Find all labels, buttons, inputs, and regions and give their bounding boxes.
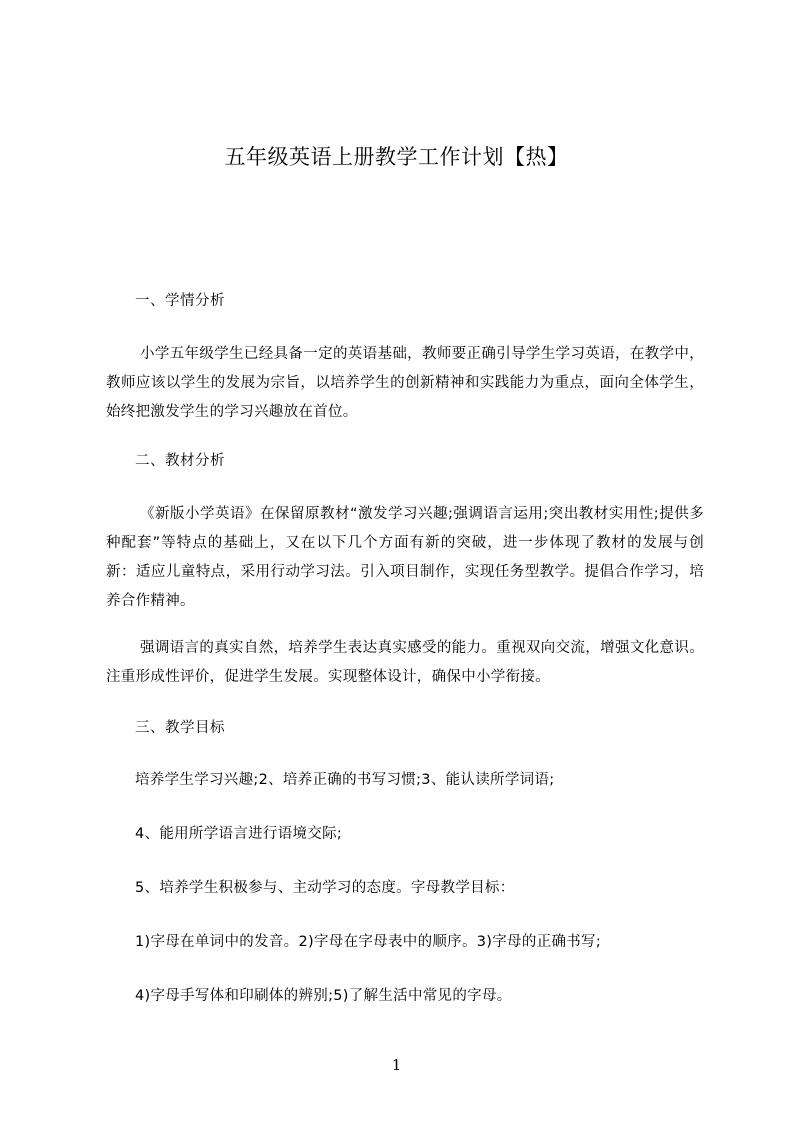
paragraph-textbook-analysis: 《新版小学英语》在保留原教材“激发学习兴趣;强调语言运用;突出教材实用性;提供多种配套”等特点的基础上，又在以下几个方面有新的突破，进一步体现了教材的发展与创新：适应儿童特点，采用行动学习法。引入项目制作，实现任务型教学。提倡合作学习，培养合作精神。 [106,506,704,609]
paragraph-textbook-features: 强调语言的真实自然，培养学生表达真实感受的能力。重视双向交流，增强文化意识。注重形成性评价，促进学生发展。实现整体设计，确保中小学衔接。 [106,640,704,685]
paragraph-student-analysis: 小学五年级学生已经具备一定的英语基础，教师要正确引导学生学习英语，在教学中，教师应该以学生的发展为宗旨，以培养学生的创新精神和实践能力为重点，面向全体学生，始终把激发学生的学习兴趣放在首位。 [106,346,704,420]
goal-line-1: 培养学生学习兴趣;2、培养正确的书写习惯;3、能认读所学词语; [135,772,555,788]
document-title: 五年级英语上册教学工作计划【热】 [224,145,569,169]
goal-line-4: 1)字母在单词中的发音。2)字母在字母表中的顺序。3)字母的正确书写; [135,934,602,950]
section-heading-analysis: 一、学情分析 [135,293,225,309]
section-heading-goals: 三、教学目标 [135,720,225,736]
section-heading-textbook: 二、教材分析 [135,453,225,469]
page-number: 1 [391,1056,402,1074]
goal-line-2: 4、能用所学语言进行语境交际; [135,826,343,842]
goal-line-3: 5、培养学生积极参与、主动学习的态度。字母教学目标： [135,880,515,896]
goal-line-5: 4)字母手写体和印刷体的辨别;5)了解生活中常见的字母。 [135,988,512,1004]
